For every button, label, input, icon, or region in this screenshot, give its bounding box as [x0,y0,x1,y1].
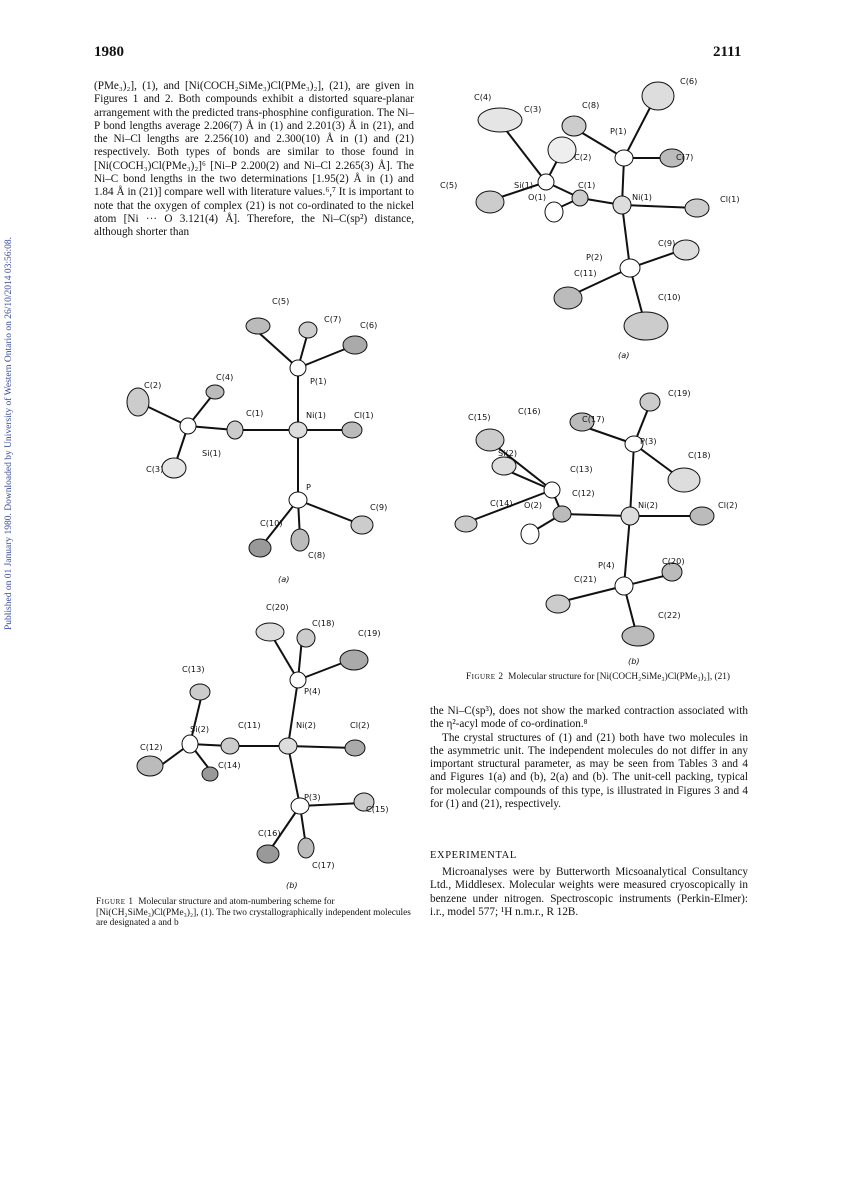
atom-label: P(2) [586,252,603,262]
atom-label: O(2) [524,500,543,510]
atom-label: P(3) [304,792,321,802]
download-notice-text: Published on 01 January 1980. Downloaded by University of Western Ontario on 26/10/2014 03:56:08. [4,236,14,630]
atom-label: C(4) [474,92,492,102]
atom-label: P(4) [598,560,615,570]
atom-label: P(1) [310,376,327,386]
atom-label: C(2) [144,380,162,390]
figure1b-atoms [137,623,374,863]
atom-label: O(1) [528,192,547,202]
atom-label: C(7) [324,314,342,324]
atom-label: P [306,482,311,492]
atom-label: C(3) [524,104,542,114]
atom-label: C(18) [688,450,711,460]
atom-label: C(7) [676,152,694,162]
atom-label: C(16) [258,828,281,838]
atom-label: C(14) [490,498,513,508]
atom-label: Si(1) [514,180,534,190]
figure2a-bonds [492,100,697,320]
figure2-caption-label: Figure 2 [465,672,504,682]
atom-label: C(1) [578,180,596,190]
right-paragraph-2: The crystal structures of (1) and (21) both have two molecules in the asymmetric unit. The independent molecules do not differ in any important structural parameter, as may be seen from Tables 3 and 4 and Figures 1(a) and (b), 2(a) and (b). The unit-cell packing, typical for molecular compounds of this type, is illustrated in Figures 3 and 4 for (1) and (21), respectively. [430,731,748,811]
atom-label: C(20) [266,602,289,612]
atom-label: C(18) [312,618,335,628]
figure2-caption-text: Molecular structure for [Ni(COCH₂SiMe₃)Cl(PMe₃)₂], (21) [508,672,731,682]
atom-label: C(10) [658,292,681,302]
atom-label: C(20) [662,556,685,566]
atom-label: Si(1) [202,448,222,458]
figure2b-atoms [455,393,714,646]
figure1-panel-b-label: (b) [286,880,298,890]
atom-label: C(14) [218,760,241,770]
figure1b-labels [140,602,389,870]
figure1-panel-a-label: (a) [278,574,290,584]
figure2b-labels [468,388,738,620]
atom-label: C(12) [140,742,163,752]
atom-label: P(1) [610,126,627,136]
atom-label: C(15) [366,804,389,814]
atom-label: Ni(2) [638,500,658,510]
download-notice [4,236,16,1190]
intro-paragraph [94,80,414,240]
atom-label: C(4) [216,372,234,382]
atom-label: C(17) [312,860,335,870]
figure1-caption [96,897,418,929]
figure1a-atoms [127,318,373,557]
figure1-caption-text: Molecular structure and atom-numbering scheme for [Ni(CH₂SiMe₃)Cl(PMe₃)₂], (1). The two crystallographically independent molecules are designated a and b [96,897,411,928]
atom-label: P(3) [640,436,657,446]
figure2-panel-a-label: (a) [618,350,630,360]
atom-label: C(19) [668,388,691,398]
atom-label: C(13) [570,464,593,474]
figure1a-bonds [138,332,362,548]
atom-label: C(22) [658,610,681,620]
experimental-section [430,866,748,919]
experimental-heading: EXPERIMENTAL [430,850,517,861]
atom-label: Ni(1) [632,192,652,202]
atom-label: Cl(2) [718,500,738,510]
atom-label: C(15) [468,412,491,422]
figure2-panel-b-label: (b) [628,656,640,666]
experimental-paragraph: Microanalyses were by Butterworth Micsoanalytical Consultancy Ltd., Middlesex. Molecular weights were measured cryoscopically in benzene under nitrogen. Spectroscopic instruments (Perkin-Elmer): i.r., model 577; ¹H n.m.r., R 12B. [430,866,748,918]
atom-label: C(2) [574,152,592,162]
atom-label: P(4) [304,686,321,696]
atom-label: C(12) [572,488,595,498]
figure2b-structure [432,382,772,672]
figure2-caption [438,672,758,683]
atom-label: C(11) [238,720,261,730]
figure1b-structure [110,598,430,893]
atom-label: C(8) [582,100,600,110]
atom-label: C(1) [246,408,264,418]
atom-label: C(19) [358,628,381,638]
atom-label: C(6) [360,320,378,330]
atom-label: C(11) [574,268,597,278]
atom-label: C(9) [370,502,388,512]
figure1-caption-label: Figure 1 [96,897,134,907]
atom-label: Ni(2) [296,720,316,730]
atom-label: C(13) [182,664,205,674]
right-column-text [430,705,748,811]
atom-label: C(3) [146,464,164,474]
atom-label: C(5) [440,180,458,190]
atom-label: Ni(1) [306,410,326,420]
atom-label: C(8) [308,550,326,560]
atom-label: C(21) [574,574,597,584]
atom-label: C(10) [260,518,283,528]
journal-year: 1980 [94,44,124,60]
atom-label: C(17) [582,414,605,424]
figure1a-structure [110,290,430,590]
figure2a-labels [440,76,740,302]
page-number: 2111 [713,44,742,60]
atom-label: Cl(1) [720,194,740,204]
atom-label: C(9) [658,238,676,248]
figure2a-structure [432,70,772,370]
intro-paragraph-text: (PMe₃)₂], (1), and [Ni(COCH₂SiMe₃)Cl(PMe₃)₂], (21), are given in Figures 1 and 2. Both compounds exhibit a distorted square-planar arrangement with the predicted trans-phosphine configuration. The Ni–P bond lengths average 2.206(7) Å in (1) and 2.201(3) Å in (21), and the Ni–Cl lengths are 2.256(10) and 2.300(10) Å in (1) and (21) respectively. Both types of bonds are similar to those found in [Ni(COCH₃)Cl(PMe₃)₂]⁶ [Ni–P 2.200(2) and Ni–Cl 2.265(3) Å]. The Ni–C bond lengths in the two determinations [1.95(2) Å in (1) and 1.84 Å in (21)] compare well with literature values.⁶,⁷ It is important to note that the oxygen of complex (21) is not co-ordinated to the nickel atom [Ni ··· O 3.121(4) Å]. Therefore, the Ni–C(sp²) distance, although shorter than [94,80,414,239]
atom-label: C(16) [518,406,541,416]
atom-label: Si(2) [498,448,518,458]
atom-label: C(5) [272,296,290,306]
atom-label: Cl(2) [350,720,370,730]
atom-label: Cl(1) [354,410,374,420]
atom-label: Si(2) [190,724,210,734]
atom-label: C(6) [680,76,698,86]
right-paragraph-1: the Ni–C(sp³), does not show the marked contraction associated with the η²-acyl mode of co-ordination.⁸ [430,705,748,731]
